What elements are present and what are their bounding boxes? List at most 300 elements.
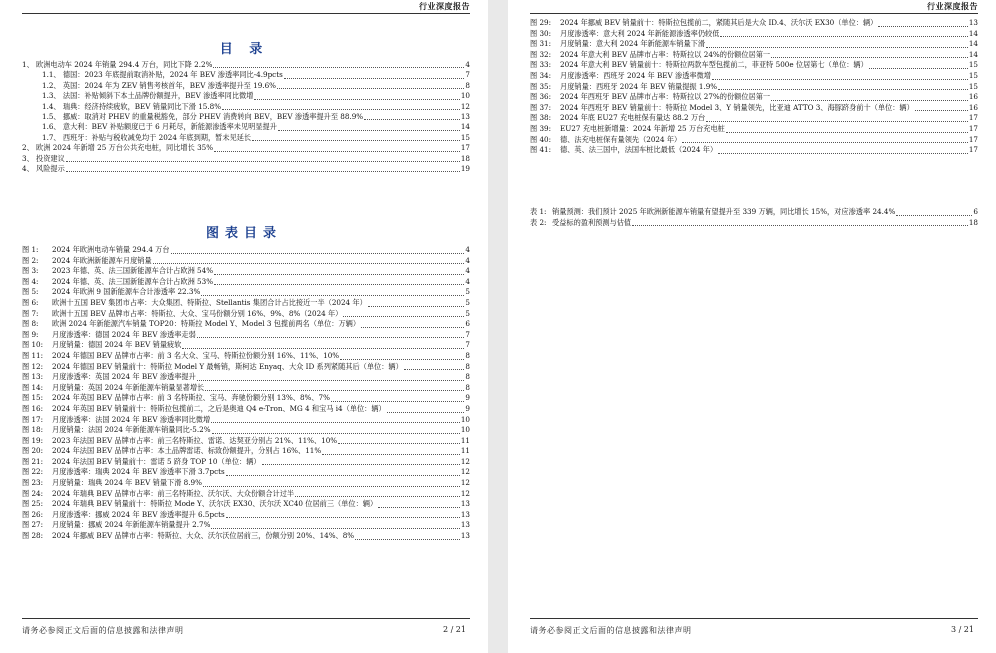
- figure-entry[interactable]: [22, 478, 470, 489]
- figure-entry[interactable]: [22, 245, 470, 256]
- figure-entry-label: [22, 298, 367, 309]
- toc-entry[interactable]: [22, 112, 470, 122]
- figure-entry[interactable]: [22, 467, 470, 478]
- figure-entry-number: 图 2:: [22, 255, 39, 265]
- toc-entry[interactable]: [22, 154, 470, 164]
- figure-entry-page: 7: [465, 340, 470, 350]
- figure-entry-number: 图 13:: [22, 372, 44, 382]
- figure-entry-text: 欧洲十五国 BEV 品牌市占率：特斯拉、大众、宝马份额分别 16%、9%、8%（2024 年）: [52, 308, 343, 318]
- figure-entry[interactable]: [22, 531, 470, 542]
- figure-entry-page: 11: [460, 446, 470, 456]
- leader-dots: [771, 100, 968, 101]
- figure-entry-text: 月度销量：法国 2024 年新能源车销量同比-5.2%: [52, 425, 211, 435]
- figure-entry-number: 图 10:: [22, 340, 44, 350]
- figure-entry-number: 图 34:: [530, 70, 552, 80]
- figure-entry-page: 15: [968, 60, 978, 70]
- figure-entry-page: 9: [465, 403, 470, 413]
- toc-entry-text: 1.6、 意大利：BEV 补贴额度已于 6 月耗尽，新能源渗透率未见明显提升: [42, 122, 277, 132]
- figure-entry-page: 13: [460, 520, 470, 530]
- figure-entry-text: 月度渗透率：意大利 2024 年新能源渗透率仍较低: [560, 28, 720, 38]
- leader-dots: [712, 79, 968, 80]
- figure-entry-number: 图 41:: [530, 145, 552, 155]
- leader-dots: [718, 153, 968, 154]
- leader-dots: [203, 486, 460, 487]
- figure-entry-text: 月度渗透率：西班牙 2024 年 BEV 渗透率微增: [560, 70, 711, 80]
- figure-entry-page: 5: [465, 287, 470, 297]
- leader-dots: [378, 507, 460, 508]
- figure-entry-text: 月度渗透率：挪威 2024 年 BEV 渗透率提升 6.5pcts: [52, 509, 225, 519]
- leader-dots: [211, 528, 459, 529]
- toc-entry-page: 7: [465, 70, 470, 80]
- figure-entry[interactable]: [22, 266, 470, 277]
- figure-entry-label: [530, 60, 868, 71]
- figure-entry-page: 4: [465, 245, 470, 254]
- figure-entry[interactable]: [22, 372, 470, 383]
- figure-entry-number: 图 6:: [22, 297, 39, 307]
- figure-entry[interactable]: [22, 319, 470, 330]
- leader-dots: [340, 359, 464, 360]
- figure-entry-text: 德、英、法三国中，法国车桩比最低（2024 年）: [560, 145, 718, 155]
- figure-entry-label: [530, 29, 719, 40]
- figure-entry[interactable]: [530, 103, 978, 114]
- figure-entry-label: [22, 467, 225, 478]
- toc-entry-page: 10: [460, 91, 470, 101]
- leader-dots: [205, 390, 464, 391]
- toc-entry-label: [42, 70, 283, 80]
- figure-entry-page: 4: [465, 255, 470, 265]
- leader-dots: [338, 443, 460, 444]
- leader-dots: [262, 464, 460, 465]
- figure-entry-text: 2024 年西班牙 BEV 销量前十：特斯拉 Model 3、Y 销量领先，比亚迪 ATTO 3、海豚跻身前十（单位：辆）: [560, 102, 914, 112]
- figure-entry-number: 图 30:: [530, 28, 552, 38]
- toc-entry[interactable]: [22, 133, 470, 143]
- leader-dots: [869, 68, 968, 69]
- toc-entry-text: 3、 投资建议: [22, 153, 65, 163]
- figure-entry[interactable]: [22, 298, 470, 309]
- figure-entry-label: [22, 425, 211, 436]
- leader-dots: [295, 496, 460, 497]
- leader-dots: [706, 121, 968, 122]
- figure-entry-label: [22, 319, 360, 330]
- figure-entry-label: [530, 82, 717, 93]
- leader-dots: [284, 78, 465, 79]
- leader-dots: [322, 454, 460, 455]
- figure-list-title: 图表目录: [205, 226, 282, 241]
- figure-entry-text: 2024 年法国 BEV 品牌市占率：本土品牌雷诺、标致份额提升，分别占 16%、11%: [52, 446, 322, 456]
- figure-entry-text: 2024 年底 EU27 充电桩保有量达 88.2 万台: [560, 113, 706, 123]
- figure-entry-page: 12: [460, 456, 470, 466]
- tab-entry[interactable]: [530, 218, 978, 229]
- figure-entry-text: 2024 年欧洲新能源车月度销量: [52, 255, 152, 265]
- table-list: [530, 207, 978, 228]
- figure-entry-text: 月度渗透率：法国 2024 年 BEV 渗透率同比微增: [52, 414, 211, 424]
- toc-list: [22, 60, 470, 174]
- figure-entry-number: 图 37:: [530, 102, 552, 112]
- figure-entry-text: 2024 年德国 BEV 品牌市占率：前 3 名大众、宝马、特斯拉份额分别 16%、11%、10%: [52, 350, 340, 360]
- figure-entry[interactable]: [22, 351, 470, 362]
- figure-entry-text: 德、法充电桩保有量领先（2024 年）: [560, 134, 682, 144]
- figure-entry-label: [22, 287, 200, 298]
- figure-entry-page: 17: [968, 123, 978, 133]
- figure-entry[interactable]: [22, 277, 470, 288]
- figure-entry[interactable]: [22, 330, 470, 341]
- leader-dots: [252, 140, 460, 141]
- figure-entry-label: [22, 478, 202, 489]
- leader-dots: [226, 475, 460, 476]
- leader-dots: [153, 263, 465, 264]
- figure-entry-text: 2024 年法国 BEV 销量前十：雷诺 5 跻身 TOP 10（单位：辆）: [52, 456, 261, 466]
- tab-entry-text: 受益标的盈利预测与估值: [552, 217, 632, 227]
- figure-entry-page: 12: [460, 478, 470, 488]
- figure-entry-text: 2024 年挪威 BEV 销量前十：特斯拉包揽前二，紧随其后是大众 ID.4、沃尔沃 EX30（单位：辆）: [560, 18, 878, 27]
- figure-entry-label: [22, 266, 213, 277]
- figure-entry-page: 17: [968, 145, 978, 155]
- toc-entry-text: 1.5、 挪威：取消对 PHEV 的重量税豁免，部分 PHEV 消费转向 BEV，BEV 渗透率提升至 88.9%: [42, 111, 364, 121]
- figure-entry-label: [22, 372, 196, 383]
- figure-entry-number: 图 33:: [530, 60, 552, 70]
- figure-entry-label: [22, 362, 403, 373]
- figure-entry-page: 15: [968, 81, 978, 91]
- figure-entry-page: 17: [968, 113, 978, 123]
- figure-entry-label: [22, 510, 225, 521]
- page-header: [22, 0, 470, 14]
- toc-entry-page: 4: [465, 59, 470, 69]
- page-number: 3 / 21: [950, 625, 974, 634]
- figure-entry-number: 图 16:: [22, 403, 44, 413]
- figure-entry-number: 图 5:: [22, 287, 39, 297]
- figure-entry-number: 图 32:: [530, 49, 552, 59]
- figure-entry[interactable]: [530, 29, 978, 40]
- figure-entry-page: 10: [460, 425, 470, 435]
- tab-entry-label: [530, 218, 631, 229]
- figure-entry[interactable]: [22, 256, 470, 267]
- toc-entry-page: 12: [460, 101, 470, 111]
- figure-entry-text: 2024 年欧洲 9 国新能源车合计渗透率 22.3%: [52, 287, 201, 297]
- toc-entry-label: [42, 81, 276, 91]
- toc-entry-text: 1.1、 德国：2023 年底提前取消补贴，2024 年 BEV 渗透率同比-4.9pcts: [42, 70, 283, 80]
- figure-entry-text: 月度销量：德国 2024 年 BEV 销量疲软: [52, 340, 182, 350]
- figure-entry[interactable]: [22, 383, 470, 394]
- figure-entry[interactable]: [22, 415, 470, 426]
- leader-dots: [771, 57, 968, 58]
- figure-entry-label: [22, 330, 196, 341]
- figure-entry-text: 欧洲十五国 BEV 集团市占率：大众集团、特斯拉、Stellantis 集团合计占比接近一半（2024 年）: [52, 297, 367, 307]
- figure-entry-page: 11: [460, 435, 470, 445]
- figure-entry-label: [530, 113, 705, 124]
- toc-entry-label: [42, 133, 251, 143]
- toc-entry-label: [22, 143, 213, 153]
- figure-entry-label: [22, 277, 213, 288]
- figure-entry[interactable]: [530, 71, 978, 82]
- figure-entry-number: 图 11:: [22, 350, 44, 360]
- figure-entry[interactable]: [22, 446, 470, 457]
- leader-dots: [212, 433, 460, 434]
- figure-entry-number: 图 35:: [530, 81, 552, 91]
- figure-entry-label: [530, 39, 705, 50]
- figure-entry-label: [22, 446, 321, 457]
- figure-entry-page: 12: [460, 467, 470, 477]
- figure-entry-number: 图 17:: [22, 414, 44, 424]
- figure-entry[interactable]: [22, 520, 470, 531]
- figure-entry-text: 2024 年挪威 BEV 品牌市占率：特斯拉、大众、沃尔沃位居前三，份额分别 20%、14%、8%: [52, 531, 355, 541]
- figure-entry-page: 16: [968, 92, 978, 102]
- figure-entry-label: [530, 71, 711, 82]
- figure-entry[interactable]: [22, 489, 470, 500]
- leader-dots: [343, 316, 464, 317]
- leader-dots: [222, 109, 460, 110]
- figure-entry-page: 15: [968, 70, 978, 80]
- figure-entry-number: 图 15:: [22, 393, 44, 403]
- tab-entry-number: 表 1:: [530, 207, 547, 216]
- figure-entry[interactable]: [22, 499, 470, 510]
- toc-title: 目 录: [219, 42, 269, 57]
- leader-dots: [404, 369, 465, 370]
- figure-entry-page: 13: [460, 509, 470, 519]
- figure-entry-number: 图 24:: [22, 488, 44, 498]
- figure-entry-label: [22, 457, 261, 468]
- figure-entry-number: 图 4:: [22, 276, 39, 286]
- figure-entry-number: 图 12:: [22, 361, 44, 371]
- leader-dots: [214, 284, 464, 285]
- toc-entry-page: 15: [460, 132, 470, 142]
- figure-entry-text: 2024 年德、英、法三国新能源车合计占欧洲 53%: [52, 276, 214, 286]
- figure-entry-page: 4: [465, 276, 470, 286]
- figure-entry-number: 图 29:: [530, 18, 552, 27]
- figure-entry-text: 月度渗透率：瑞典 2024 年 BEV 渗透率下滑 3.7pcts: [52, 467, 225, 477]
- toc-entry-text: 1、 欧洲电动车 2024 年销量 294.4 万台，同比下降 2.2%: [22, 59, 213, 69]
- figure-entry-label: [22, 531, 354, 542]
- figure-entry-number: 图 31:: [530, 39, 552, 49]
- toc-entry[interactable]: [22, 164, 470, 174]
- figure-entry[interactable]: [22, 287, 470, 298]
- figure-entry[interactable]: [530, 60, 978, 71]
- leader-dots: [277, 88, 464, 89]
- figure-entry-number: 图 19:: [22, 435, 44, 445]
- leader-dots: [278, 130, 460, 131]
- toc-entry-label: [22, 60, 212, 70]
- leader-dots: [182, 348, 464, 349]
- figure-entry-number: 图 23:: [22, 478, 44, 488]
- figure-entry-number: 图 28:: [22, 531, 44, 541]
- figure-entry[interactable]: [22, 393, 470, 404]
- figure-entry-number: 图 14:: [22, 382, 44, 392]
- figure-entry-page: 13: [460, 499, 470, 509]
- figure-entry-number: 图 25:: [22, 499, 44, 509]
- figure-entry-number: 图 1:: [22, 245, 39, 254]
- tab-entry-page: 6: [973, 207, 978, 216]
- figure-entry-page: 8: [465, 350, 470, 360]
- figure-entry-text: 月度销量：西班牙 2024 年 BEV 销量提振 1.9%: [560, 81, 718, 91]
- figure-entry-label: [22, 393, 330, 404]
- toc-entry-page: 8: [465, 80, 470, 90]
- figure-entry-label: [530, 50, 770, 61]
- leader-dots: [197, 380, 465, 381]
- toc-entry-label: [42, 102, 221, 112]
- page-left: [0, 0, 488, 653]
- figure-entry-number: 图 40:: [530, 134, 552, 144]
- figure-entry-label: [22, 436, 337, 447]
- leader-dots: [214, 151, 460, 152]
- figure-entry-page: 7: [465, 329, 470, 339]
- figure-entry-number: 图 39:: [530, 123, 552, 133]
- figure-entry-text: 2023 年法国 BEV 品牌市占率：前三名特斯拉、雷诺、达契亚分别占 21%、11%、10%: [52, 435, 338, 445]
- tab-entry-page: 18: [968, 217, 978, 227]
- figure-entry-label: [530, 135, 681, 146]
- figure-entry-number: 图 18:: [22, 425, 44, 435]
- figure-entry[interactable]: [530, 82, 978, 93]
- figure-entry-label: [530, 103, 914, 114]
- leader-dots: [171, 253, 465, 254]
- page-header: [530, 0, 978, 14]
- leader-dots: [201, 295, 464, 296]
- toc-entry-label: [22, 164, 65, 174]
- leader-dots: [66, 161, 460, 162]
- figure-entry[interactable]: [530, 135, 978, 146]
- figure-entry[interactable]: [22, 362, 470, 373]
- figure-entry-page: 13: [460, 531, 470, 541]
- figure-entry-label: [22, 351, 339, 362]
- figure-entry[interactable]: [530, 124, 978, 135]
- figure-entry-page: 4: [465, 266, 470, 276]
- leader-dots: [368, 306, 465, 307]
- toc-entry[interactable]: [22, 70, 470, 80]
- figure-entry[interactable]: [22, 425, 470, 436]
- figure-entry-number: 图 20:: [22, 446, 44, 456]
- tab-entry-label: [530, 207, 895, 218]
- figure-entry-text: 2024 年西班牙 BEV 品牌市占率：特斯拉以 27%的份额位居第一: [560, 92, 771, 102]
- figure-entry[interactable]: [530, 18, 978, 29]
- disclaimer-note: 请务必参阅正文后面的信息披露和法律声明: [530, 626, 692, 635]
- toc-entry-page: 13: [460, 111, 470, 121]
- leader-dots: [214, 274, 464, 275]
- figure-entry-text: 月度销量：英国 2024 年新能源车销量显著增长: [52, 382, 205, 392]
- figure-entry[interactable]: [22, 404, 470, 415]
- figure-entry-number: 图 38:: [530, 113, 552, 123]
- figure-entry-text: 月度销量：瑞典 2024 年 BEV 销量下滑 8.9%: [52, 478, 202, 488]
- figure-entry-text: 2024 年欧洲电动车销量 294.4 万台: [52, 245, 170, 254]
- figure-entry-label: [22, 383, 204, 394]
- figure-entry-number: 图 7:: [22, 308, 39, 318]
- leader-dots: [682, 142, 968, 143]
- figure-entry[interactable]: [530, 92, 978, 103]
- figure-entry-text: 2024 年德国 BEV 销量前十：特斯拉 Model Y 最畅销，斯柯达 Enyaq、大众 ID 系列紧随其后（单位：辆）: [52, 361, 403, 371]
- figure-entry[interactable]: [530, 145, 978, 156]
- figure-entry-number: 图 22:: [22, 467, 44, 477]
- header-label: 行业深度报告: [419, 1, 470, 11]
- figure-entry-text: 月度渗透率：德国 2024 年 BEV 渗透率走弱: [52, 329, 196, 339]
- toc-entry-text: 1.4、 瑞典：经济持续疲软，BEV 销量同比下滑 15.8%: [42, 101, 222, 111]
- figure-entry-text: 2024 年瑞典 BEV 销量前十：特斯拉 Mode Y、沃尔沃 EX30、沃尔沃 XC40 位居前三（单位：辆）: [52, 499, 378, 509]
- figure-entry-number: 图 3:: [22, 266, 39, 276]
- toc-entry[interactable]: [22, 102, 470, 112]
- toc-entry-text: 2、 欧洲 2024 年新增 25 万台公共充电桩，同比增长 35%: [22, 143, 214, 153]
- leader-dots: [66, 171, 460, 172]
- figure-entry[interactable]: [22, 510, 470, 521]
- figure-entry-page: 14: [968, 39, 978, 49]
- figure-entry-text: 2024 年意大利 BEV 品牌市占率：特斯拉以 24%的份额位居第一: [560, 49, 771, 59]
- figure-entry-page: 16: [968, 102, 978, 112]
- figure-entry-page: 8: [465, 382, 470, 392]
- toc-entry[interactable]: [22, 143, 470, 153]
- figure-entry-label: [530, 92, 770, 103]
- toc-entry-label: [42, 112, 363, 122]
- figure-entry[interactable]: [22, 340, 470, 351]
- figure-entry[interactable]: [22, 436, 470, 447]
- figure-entry-label: [22, 415, 210, 426]
- toc-entry-text: 1.2、 英国：2024 年为 ZEV 销售考核首年，BEV 渗透率提升至 19.6%: [42, 80, 276, 90]
- figure-entry[interactable]: [530, 39, 978, 50]
- toc-entry-page: 14: [460, 122, 470, 132]
- leader-dots: [915, 110, 968, 111]
- figure-entry-page: 10: [460, 414, 470, 424]
- figure-entry[interactable]: [22, 309, 470, 320]
- toc-entry[interactable]: [22, 122, 470, 132]
- toc-entry[interactable]: [22, 60, 470, 70]
- figure-entry-label: [22, 309, 342, 320]
- figure-entry-text: 月度销量：挪威 2024 年新能源车销量提升 2.7%: [52, 520, 211, 530]
- figure-entry-page: 12: [460, 488, 470, 498]
- toc-entry[interactable]: [22, 81, 470, 91]
- toc-entry-text: 1.3、 法国：补贴倾斜下本土品牌份额提升，BEV 渗透率同比微增: [42, 91, 254, 101]
- figure-entry-text: 2024 年英国 BEV 品牌市占率：前 3 名特斯拉、宝马、奔驰份额分别 13%、8%、7%: [52, 393, 330, 403]
- figure-entry-page: 14: [968, 49, 978, 59]
- toc-entry-label: [42, 122, 277, 132]
- tab-entry[interactable]: [530, 207, 978, 218]
- leader-dots: [211, 422, 460, 423]
- figure-entry-page: 8: [465, 372, 470, 382]
- figure-entry-label: [22, 499, 377, 510]
- toc-entry-text: 1.7、 西班牙：补贴与税收减免均于 2024 年底到期，暂未见延长: [42, 132, 252, 142]
- figure-entry-label: [22, 520, 210, 531]
- figure-entry-text: 欧洲 2024 年新能源汽车销量 TOP20：特斯拉 Model Y、Model 3 包揽前两名（单位：万辆）: [52, 319, 361, 329]
- leader-dots: [197, 337, 465, 338]
- figure-entry-number: 图 8:: [22, 319, 39, 329]
- figure-entry-text: 2024 年瑞典 BEV 品牌市占率：前三名特斯拉、沃尔沃、大众份额合计过半: [52, 488, 295, 498]
- leader-dots: [726, 132, 968, 133]
- figure-entry[interactable]: [22, 457, 470, 468]
- leader-dots: [720, 36, 967, 37]
- tab-entry-number: 表 2:: [530, 217, 547, 227]
- leader-dots: [364, 119, 460, 120]
- figure-entry-label: [22, 404, 386, 415]
- leader-dots: [254, 99, 459, 100]
- leader-dots: [387, 412, 465, 413]
- figure-entry[interactable]: [530, 50, 978, 61]
- toc-entry[interactable]: [22, 91, 470, 101]
- figure-entry-number: 图 36:: [530, 92, 552, 102]
- figure-entry-number: 图 9:: [22, 329, 39, 339]
- leader-dots: [355, 539, 460, 540]
- figure-entry-page: 8: [465, 361, 470, 371]
- figure-entry-number: 图 26:: [22, 509, 44, 519]
- figure-entry-text: 月度销量：意大利 2024 年新能源车销量下滑: [560, 39, 706, 49]
- figure-entry[interactable]: [530, 113, 978, 124]
- toc-entry-page: 18: [460, 153, 470, 163]
- toc-entry-label: [42, 91, 253, 101]
- leader-dots: [706, 47, 968, 48]
- figure-entry-text: 2024 年英国 BEV 销量前十：特斯拉包揽前二，之后是奥迪 Q4 e-Tron、MG 4 和宝马 i4（单位：辆）: [52, 403, 386, 413]
- toc-entry-page: 17: [460, 143, 470, 153]
- figure-entry-page: 6: [465, 319, 470, 329]
- figure-entry-label: [530, 145, 717, 156]
- figure-entry-page: 9: [465, 393, 470, 403]
- leader-dots: [718, 89, 968, 90]
- leader-dots: [896, 215, 972, 216]
- figure-entry-number: 图 21:: [22, 456, 44, 466]
- figure-list: [22, 245, 470, 542]
- figure-entry-text: EU27 充电桩新增量：2024 年新增 25 万台充电桩: [560, 123, 725, 133]
- disclaimer-note: 请务必参阅正文后面的信息披露和法律声明: [22, 626, 184, 635]
